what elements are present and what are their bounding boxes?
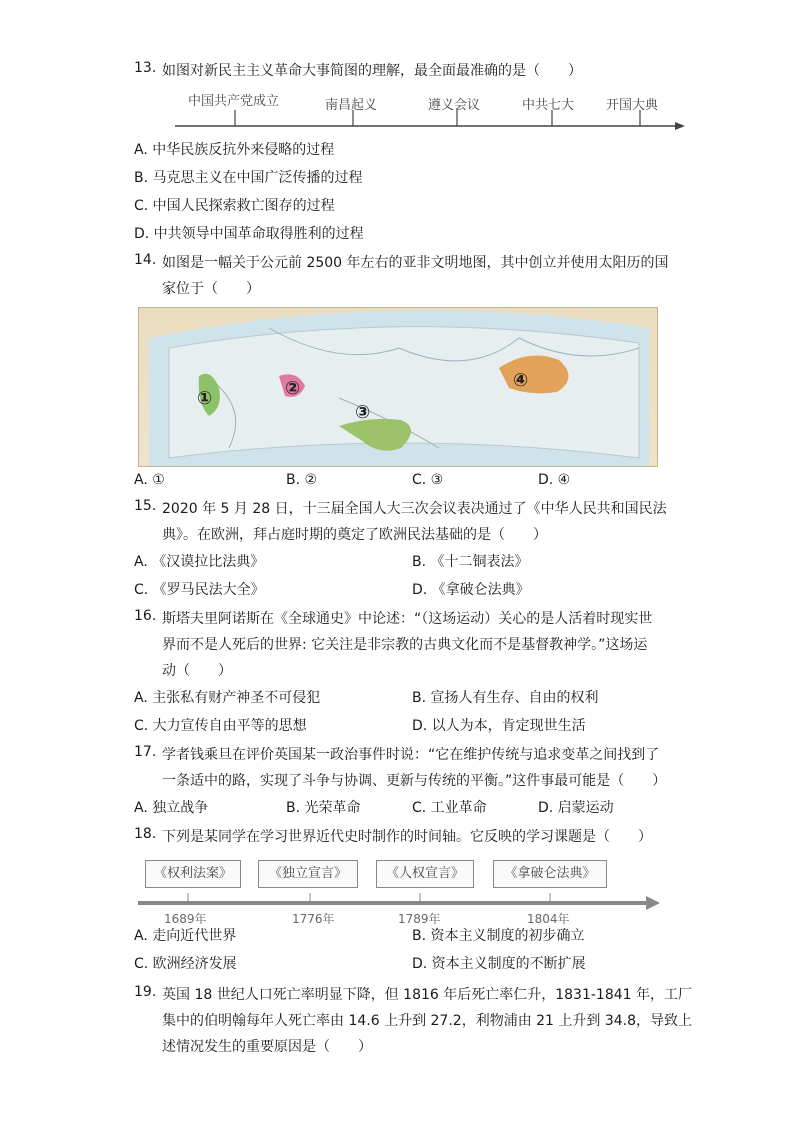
q17-number: 17. — [134, 744, 157, 760]
timeline-box-rights-of-man: 《人权宣言》 — [376, 860, 474, 888]
q14-option-c[interactable]: C. ③ — [412, 472, 444, 488]
q13-option-b[interactable]: B. 马克思主义在中国广泛传播的过程 — [134, 170, 363, 186]
q18-stem: 下列是某同学在学习世界近代史时制作的时间轴。它反映的学习课题是（ ） — [162, 829, 652, 845]
map-marker-3: ③ — [355, 402, 371, 423]
q15-option-b[interactable]: B. 《十二铜表法》 — [412, 554, 529, 570]
q15-stem-line1: 2020 年 5 月 28 日，十三届全国人大三次会议表决通过了《中华人民共和国民法 — [162, 501, 667, 517]
q17-stem-line2: 一条适中的路，实现了斗争与协调、更新与传统的平衡。”这件事最可能是（ ） — [162, 773, 667, 789]
q16-option-d[interactable]: D. 以人为本，肯定现世生活 — [412, 718, 586, 734]
map-marker-4: ④ — [513, 370, 529, 391]
q19-stem-line1: 英国 18 世纪人口死亡率明显下降，但 1816 年后死亡率仁升，1831-1841 年，工厂 — [162, 987, 693, 1003]
q15-stem-line2: 典》。在欧洲，拜占庭时期的奠定了欧洲民法基础的是（ ） — [162, 527, 547, 543]
q16-stem-line2: 界而不是人死后的世界: 它关注是非宗教的古典文化而不是基督教神学。”这场运 — [162, 637, 648, 653]
q17-stem-line1: 学者钱乘旦在评价英国某一政治事件时说：“它在维护传统与追求变革之间找到了 — [162, 747, 660, 763]
q14-number: 14. — [134, 252, 157, 268]
timeline-event-label: 中国共产党成立 — [188, 94, 280, 109]
timeline-event-label: 开国大典 — [606, 98, 659, 113]
q18-option-c[interactable]: C. 欧洲经济发展 — [134, 956, 237, 972]
timeline-box-bill-of-rights: 《权利法案》 — [145, 860, 241, 888]
timeline-event-label: 中共七大 — [522, 98, 575, 113]
timeline-box-declaration-independence: 《独立宣言》 — [258, 860, 358, 888]
q14-stem-line1: 如图是一幅关于公元前 2500 年左右的亚非文明地图，其中创立并使用太阳历的国 — [162, 255, 669, 271]
q13-option-a[interactable]: A. 中华民族反抗外来侵略的过程 — [134, 142, 335, 158]
q14-option-d[interactable]: D. ④ — [538, 472, 571, 488]
q13-option-c[interactable]: C. 中国人民探索救亡图存的过程 — [134, 198, 335, 214]
q19-stem-line3: 述情况发生的重要原因是（ ） — [162, 1039, 372, 1055]
q13-timeline — [170, 88, 690, 136]
timeline-year: 1776年 — [292, 912, 335, 926]
q16-option-a[interactable]: A. 主张私有财产神圣不可侵犯 — [134, 690, 321, 706]
q17-option-c[interactable]: C. 工业革命 — [412, 800, 487, 816]
q15-option-d[interactable]: D. 《拿破仑法典》 — [412, 582, 530, 598]
map-graphic — [139, 308, 657, 466]
timeline-year: 1804年 — [527, 912, 570, 926]
timeline-event-label: 遵义会议 — [428, 98, 481, 113]
timeline-box-napoleonic-code: 《拿破仑法典》 — [493, 860, 607, 888]
timeline-year: 1689年 — [164, 912, 207, 926]
q16-stem-line1: 斯塔夫里阿诺斯在《全球通史》中论述：“（这场运动）关心的是人活着时现实世 — [162, 611, 653, 627]
q17-option-b[interactable]: B. 光荣革命 — [286, 800, 361, 816]
q13-stem: 如图对新民主主义革命大事简图的理解，最全面最准确的是（ ） — [162, 63, 582, 79]
q18-option-a[interactable]: A. 走向近代世界 — [134, 928, 237, 944]
q13-number: 13. — [134, 60, 157, 76]
q16-option-c[interactable]: C. 大力宣传自由平等的思想 — [134, 718, 307, 734]
map-marker-1: ① — [197, 388, 213, 409]
q18-number: 18. — [134, 826, 157, 842]
q19-number: 19. — [134, 984, 157, 1000]
q16-option-b[interactable]: B. 宣扬人有生存、自由的权利 — [412, 690, 599, 706]
timeline-event-label: 南昌起义 — [325, 98, 378, 113]
q16-stem-line3: 动（ ） — [162, 663, 232, 679]
map-marker-2: ② — [285, 378, 301, 399]
q17-option-d[interactable]: D. 启蒙运动 — [538, 800, 614, 816]
q16-number: 16. — [134, 608, 157, 624]
q19-stem-line2: 集中的伯明翰每年人死亡率由 14.6 上升到 27.2，利物浦由 21 上升到 34.8，导致上 — [162, 1013, 693, 1029]
q18-option-b[interactable]: B. 资本主义制度的初步确立 — [412, 928, 585, 944]
timeline-year: 1789年 — [398, 912, 441, 926]
q13-option-d[interactable]: D. 中共领导中国革命取得胜利的过程 — [134, 226, 364, 242]
q15-option-c[interactable]: C. 《罗马民法大全》 — [134, 582, 265, 598]
q15-option-a[interactable]: A. 《汉谟拉比法典》 — [134, 554, 265, 570]
q14-option-a[interactable]: A. ① — [134, 472, 165, 488]
civilization-map — [138, 307, 658, 467]
q17-option-a[interactable]: A. 独立战争 — [134, 800, 209, 816]
q14-stem-line2: 家位于（ ） — [162, 281, 260, 297]
q15-number: 15. — [134, 498, 157, 514]
q14-option-b[interactable]: B. ② — [286, 472, 318, 488]
q18-timeline-axis — [0, 893, 794, 913]
q18-option-d[interactable]: D. 资本主义制度的不断扩展 — [412, 956, 586, 972]
